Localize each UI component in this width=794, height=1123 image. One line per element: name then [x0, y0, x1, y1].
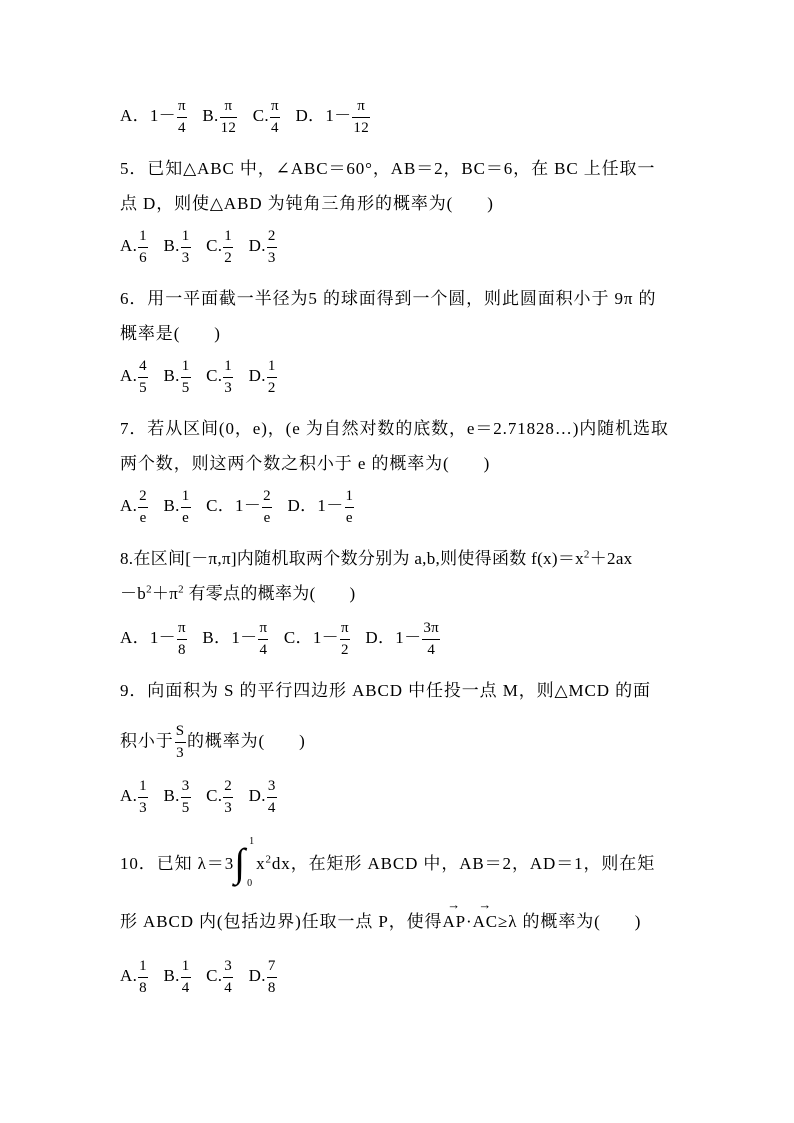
q5-stem-line2: 点 D，则使△ABD 为钝角三角形的概率为( )	[120, 194, 494, 213]
q5-option-a: A. $\frac{1}{6}$	[120, 228, 147, 266]
q9-options	[120, 778, 278, 817]
q6-stem-line1: 6．用一平面截一半径为5 的球面得到一个圆，则此圆面积小于 9π 的	[120, 289, 657, 308]
q9-option-c: C. $\frac{2}{3}$	[206, 778, 233, 816]
vector-ap: → AP	[442, 897, 467, 931]
q9-option-b: B. $\frac{3}{5}$	[163, 778, 190, 816]
q10-options	[120, 958, 278, 997]
q5-stem-line1: 5．已知△ABC 中，∠ABC＝60°，AB＝2，BC＝6，在 BC 上任取一	[120, 159, 656, 178]
q5-option-c: C. $\frac{1}{2}$	[206, 228, 233, 266]
q7-stem-line2: 两个数，则这两个数之积小于 e 的概率为( )	[120, 454, 491, 473]
q8-option-a: A．1－ $\frac{\pi}{8}$	[120, 620, 186, 658]
q6-options	[120, 358, 278, 397]
q9-option-d: D. $\frac{3}{4}$	[248, 778, 276, 816]
q9-stem-line1: 9．向面积为 S 的平行四边形 ABCD 中任投一点 M，则△MCD 的面	[120, 681, 651, 700]
q10-option-c: C. $\frac{3}{4}$	[206, 958, 233, 996]
q9-stem-line2: 积小于 $\frac{S}{3}$ 的概率为( )	[120, 723, 306, 761]
q7-option-c: C．1－ $\frac{2}{e}$	[206, 488, 271, 526]
q8-stem-line2: $-b^2+\pi^2$ 有零点的概率为( )	[120, 583, 356, 603]
q8-option-b: B．1－ $\frac{\pi}{4}$	[202, 620, 268, 658]
q4-option-a: A．1－ $\frac{\pi}{4}$	[120, 98, 186, 136]
q10-option-d: D. $\frac{7}{8}$	[248, 958, 276, 996]
q4-option-d: D．1－ $\frac{\pi}{12}$	[295, 98, 370, 136]
q4-option-b: B. $\frac{\pi}{12}$	[202, 98, 237, 136]
q6-option-a: A. $\frac{4}{5}$	[120, 358, 147, 396]
q5-options	[120, 228, 278, 267]
q8-option-d: D．1－ $\frac{3\pi}{4}$	[365, 620, 440, 658]
q5-option-d: D. $\frac{2}{3}$	[248, 228, 276, 266]
q4-option-c: C. $\frac{\pi}{4}$	[252, 98, 279, 136]
q10-option-b: B. $\frac{1}{4}$	[163, 958, 190, 996]
vector-ac: → AC	[472, 897, 498, 931]
q7-stem-line1: 7．若从区间(0，e)，(e 为自然对数的底数，e＝2.71828…)内随机选取	[120, 419, 669, 438]
q10-stem-line1: 10．已知 λ＝3 ∫ 1 0 $x^2dx$，在矩形 ABCD 中，AB＝2，AD＝1，则在矩	[120, 836, 656, 889]
q6-option-b: B. $\frac{1}{5}$	[163, 358, 190, 396]
q8-option-c: C．1－ $\frac{\pi}{2}$	[283, 620, 349, 658]
q10-stem-line2: 形 ABCD 内(包括边界)任取一点 P，使得 → AP· → AC≥λ 的概率为( )	[120, 897, 642, 931]
q7-option-a: A. $\frac{2}{e}$	[120, 488, 147, 526]
q6-stem-line2: 概率是( )	[120, 324, 221, 343]
q8-stem-line1: 8.在区间[－π,π]内随机取两个数分别为 a,b,则使得函数 $f(x)=x^2+2ax$	[120, 548, 633, 568]
q10-option-a: A. $\frac{1}{8}$	[120, 958, 147, 996]
q8-options	[120, 620, 441, 659]
q6-option-c: C. $\frac{1}{3}$	[206, 358, 233, 396]
q7-options	[120, 488, 355, 527]
q9-option-a: A. $\frac{1}{3}$	[120, 778, 147, 816]
q7-option-b: B. $\frac{1}{e}$	[163, 488, 190, 526]
integral-sign: ∫ 1 0	[234, 836, 255, 889]
q4-options	[120, 98, 371, 137]
q6-option-d: D. $\frac{1}{2}$	[248, 358, 276, 396]
q7-option-d: D．1－ $\frac{1}{e}$	[287, 488, 354, 526]
q5-option-b: B. $\frac{1}{3}$	[163, 228, 190, 266]
